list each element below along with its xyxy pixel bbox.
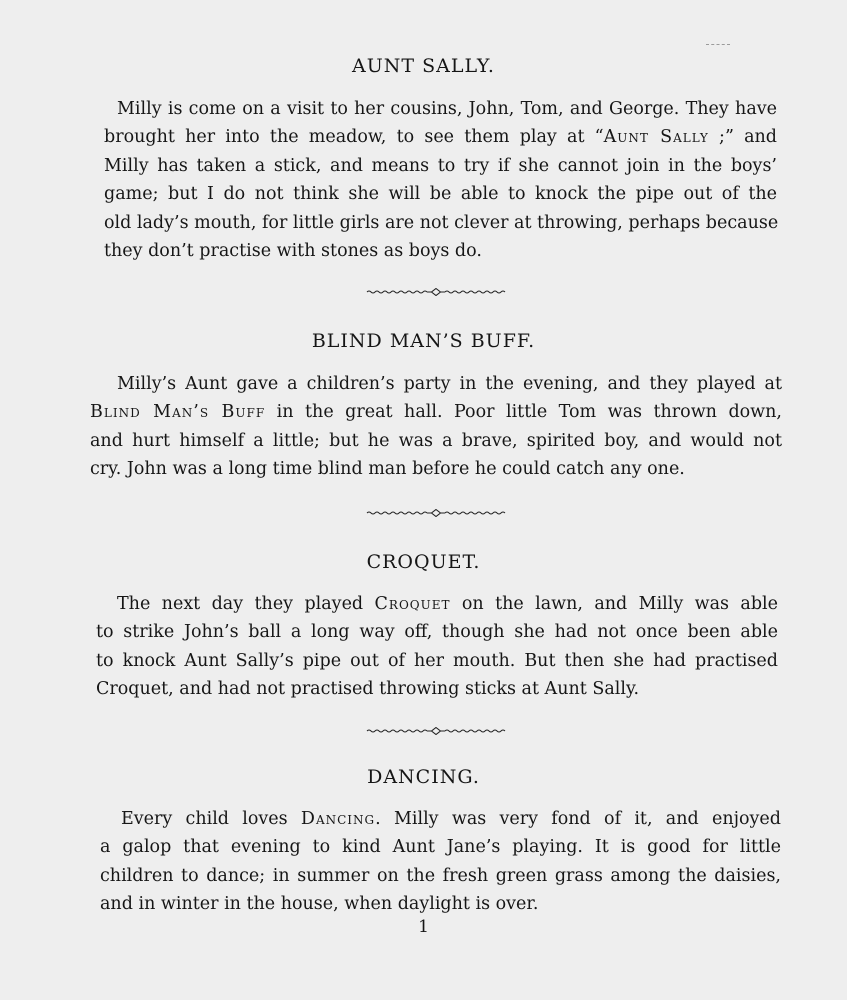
page-number: 1: [418, 917, 429, 937]
text-run: in the great hall. Poor little Tom was thrown down,: [265, 402, 782, 423]
text-run: they don’t practise with stones as boys do.: [104, 241, 482, 262]
print-mark: [706, 44, 730, 46]
section-title-dancing: DANCING.: [367, 766, 480, 788]
text-line: [96, 675, 778, 703]
text-line: [90, 370, 782, 398]
text-line: [104, 123, 777, 151]
text-line: [104, 180, 777, 208]
section-title-aunt-sally: AUNT SALLY.: [352, 55, 495, 77]
section-divider-1: [365, 288, 507, 296]
text-run: . Milly was very fond of it, and enjoyed: [375, 809, 781, 829]
text-run: children to dance; in summer on the fresh green grass among the daisies,: [100, 865, 781, 886]
text-run: game; but I do not think she will be able to knock the pipe out of the: [104, 184, 777, 205]
text-line: [90, 427, 782, 455]
text-run: cry. John was a long time blind man before he could catch any one.: [90, 459, 685, 480]
small-caps-term: Croquet: [374, 594, 451, 614]
text-line: [104, 152, 777, 180]
text-line: [100, 805, 781, 833]
section-divider-2: [365, 509, 507, 517]
small-caps-term: Aunt Sally: [603, 127, 709, 148]
text-run: old lady’s mouth, for little girls are not clever at throwing, perhaps because: [104, 212, 779, 233]
text-line: [90, 398, 782, 426]
text-run: to strike John’s ball a long way off, though she had not once been able: [96, 622, 778, 643]
text-line: [100, 862, 781, 890]
text-run: ;” and: [708, 127, 778, 148]
paragraph-dancing: [100, 805, 781, 919]
text-run: and hurt himself a little; but he was a brave, spirited boy, and would not: [90, 430, 782, 451]
text-run: Milly has taken a stick, and means to try if she cannot join in the boys’: [104, 155, 777, 176]
text-run: Every child loves: [121, 809, 301, 829]
paragraph-aunt-sally: [104, 95, 777, 265]
paragraph-croquet: [96, 590, 778, 704]
text-line: [96, 618, 778, 646]
text-line: [104, 209, 777, 237]
paragraph-blind-mans-buff: [90, 370, 782, 484]
text-line: [100, 833, 781, 861]
text-line: [100, 890, 781, 918]
text-line: [96, 647, 778, 675]
text-line: [96, 590, 778, 618]
section-title-croquet: CROQUET.: [366, 551, 481, 573]
text-run: to knock Aunt Sally’s pipe out of her mouth. But then she had practised: [96, 650, 778, 671]
text-line: [104, 237, 777, 265]
section-title-blind-mans-buff: BLIND MAN’S BUFF.: [311, 330, 536, 352]
text-run: a galop that evening to kind Aunt Jane’s playing. It is good for little: [100, 837, 781, 858]
text-run: The next day they played: [117, 594, 375, 614]
text-run: Milly’s Aunt gave a children’s party in the evening, and they played at: [117, 374, 782, 394]
text-run: brought her into the meadow, to see them play at “: [104, 127, 604, 148]
text-line: [104, 95, 777, 123]
text-run: on the lawn, and Milly was able: [450, 594, 779, 614]
text-run: and in winter in the house, when daylight is over.: [100, 894, 539, 915]
text-run: Croquet, and had not practised throwing sticks at Aunt Sally.: [96, 679, 640, 700]
text-line: [90, 455, 782, 483]
small-caps-term: Blind Man’s Buff: [90, 402, 266, 423]
text-run: Milly is come on a visit to her cousins, John, Tom, and George. They have: [117, 99, 777, 119]
small-caps-term: Dancing: [300, 809, 376, 829]
section-divider-3: [365, 727, 507, 735]
